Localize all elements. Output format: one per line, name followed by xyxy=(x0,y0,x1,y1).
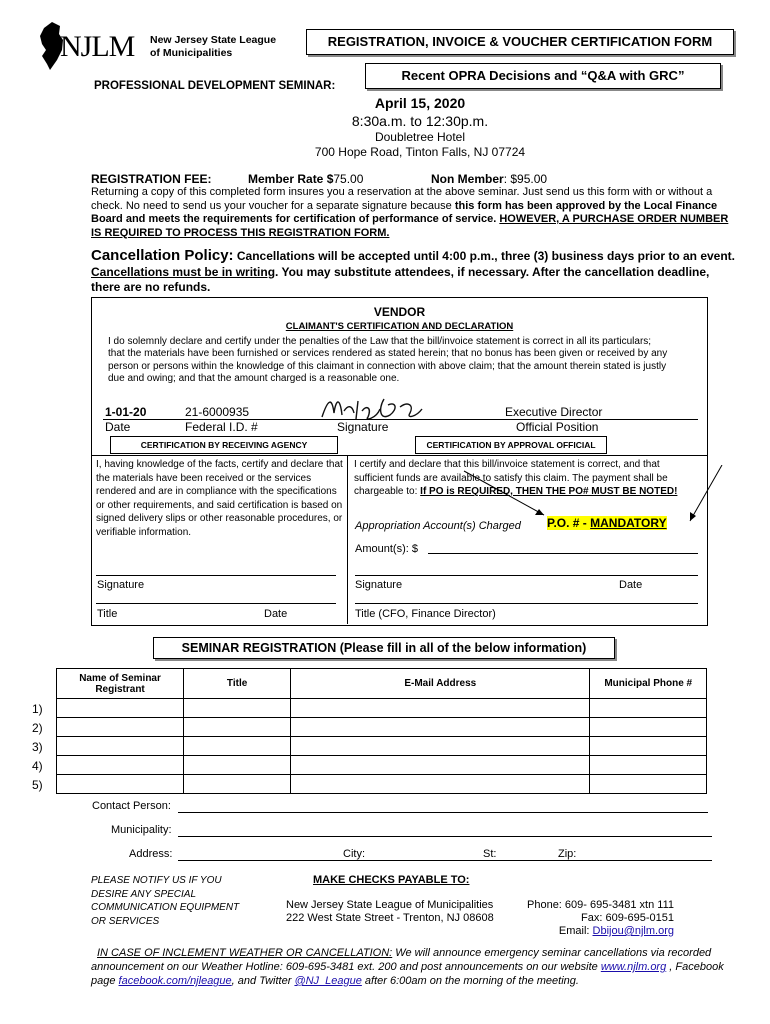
approval-title-label: Title (CFO, Finance Director) xyxy=(355,608,496,620)
registrant-name-cell[interactable] xyxy=(57,718,184,737)
vendor-fid-value: 21-6000935 xyxy=(185,405,250,419)
payee-address: 222 West State Street - Trenton, NJ 08608 xyxy=(286,912,494,924)
registrant-title-cell[interactable] xyxy=(184,699,291,718)
approval-official-header: CERTIFICATION BY APPROVAL OFFICIAL xyxy=(415,436,607,454)
member-rate: Member Rate $75.00 xyxy=(248,172,364,186)
municipality-label: Municipality: xyxy=(111,824,172,836)
event-date: April 15, 2020 xyxy=(374,95,466,111)
receiving-signature-field[interactable] xyxy=(96,575,336,576)
address-label: Address: xyxy=(129,848,173,860)
event-address: 700 Hope Road, Tinton Falls, NJ 07724 xyxy=(314,145,526,159)
cert-column-divider xyxy=(347,455,348,624)
registrant-name-cell[interactable] xyxy=(57,737,184,756)
registrant-title-cell[interactable] xyxy=(184,737,291,756)
vendor-signature-label: Signature xyxy=(337,420,389,434)
table-row xyxy=(57,737,707,756)
row-number: 5) xyxy=(32,778,43,792)
column-header-email: E-Mail Address xyxy=(291,669,590,699)
cancellation-heading: Cancellation Policy: xyxy=(91,247,234,264)
receiving-text: I, having knowledge of the facts, certify and declare that the materials have been received or the services rendered and are in compliance with the specifications or other requirements, and said certification is based on signed delivery slips or other reasonable procedures, or verifiable information. xyxy=(96,459,343,538)
row-number: 3) xyxy=(32,740,43,754)
cert-divider-line xyxy=(91,455,708,456)
receiving-agency-header: CERTIFICATION BY RECEIVING AGENCY xyxy=(110,436,338,454)
seminar-title: Recent OPRA Decisions and “Q&A with GRC” xyxy=(365,63,721,89)
registrant-name-cell[interactable] xyxy=(57,756,184,775)
row-number: 1) xyxy=(32,702,43,716)
state-label: St: xyxy=(483,848,497,860)
fax-number: Fax: 609-695-0151 xyxy=(581,912,674,924)
registrant-phone-cell[interactable] xyxy=(590,756,707,775)
amount-field[interactable] xyxy=(428,553,698,554)
registrant-title-cell[interactable] xyxy=(184,718,291,737)
table-row xyxy=(57,699,707,718)
vendor-fid-label: Federal I.D. # xyxy=(185,420,258,434)
contact-info xyxy=(500,899,674,938)
address-field[interactable] xyxy=(178,860,712,861)
column-header-phone: Municipal Phone # xyxy=(590,669,707,699)
po-note: If PO is REQUIRED, THEN THE PO# MUST BE NOTED! xyxy=(420,486,678,497)
registrant-email-cell[interactable] xyxy=(291,756,590,775)
approval-signature-field[interactable] xyxy=(355,575,698,576)
approval-title-field[interactable] xyxy=(355,603,698,604)
receiving-title-field[interactable] xyxy=(96,603,336,604)
receiving-date-label: Date xyxy=(264,608,288,620)
table-row xyxy=(57,756,707,775)
logo-text: NJLM xyxy=(60,30,135,63)
registrant-phone-cell[interactable] xyxy=(590,775,707,794)
amount-label: Amount(s): $ xyxy=(355,543,418,555)
table-header-row xyxy=(57,669,707,699)
approval-date-label: Date xyxy=(619,579,643,591)
receiving-signature-label: Signature xyxy=(97,579,145,591)
twitter-link[interactable]: @NJ_League xyxy=(294,975,362,987)
registrant-name-cell[interactable] xyxy=(57,775,184,794)
vendor-subtitle: CLAIMANT'S CERTIFICATION AND DECLARATION xyxy=(285,321,514,332)
column-header-title: Title xyxy=(184,669,291,699)
email-line: Email: Dbijou@njlm.org xyxy=(558,925,674,937)
vendor-declaration: I do solemnly declare and certify under the penalties of the Law that the bill/invoice statement is correct in all its particulars; that the materials have been furnished or services rendered as stated herein; that no bonus has been given or received by any person or persons within the knowledge of this claimant in connection with above claim; that the amount therein stated is justly due and owing; and that the amount charged is a reasonable one. xyxy=(108,336,668,384)
org-line1: New Jersey State League xyxy=(150,34,277,46)
registrant-email-cell[interactable] xyxy=(291,699,590,718)
zip-label: Zip: xyxy=(558,848,577,860)
registrant-name-cell[interactable] xyxy=(57,699,184,718)
cancellation-policy: Cancellation Policy: Cancellations will be accepted until 4:00 p.m., three (3) business days prior to an event. Cancellations must be in writing. You may substitute attendees, if necessary. After the cancellation deadline, there are no refunds. xyxy=(91,247,736,294)
form-title: REGISTRATION, INVOICE & VOUCHER CERTIFICATION FORM xyxy=(306,29,734,55)
registrant-title-cell[interactable] xyxy=(184,756,291,775)
registrant-email-cell[interactable] xyxy=(291,737,590,756)
po-number-field[interactable]: P.O. # - MANDATORY xyxy=(547,516,667,530)
vendor-date-value: 1-01-20 xyxy=(105,405,147,419)
registrant-phone-cell[interactable] xyxy=(590,737,707,756)
special-needs-note: PLEASE NOTIFY US IF YOU DESIRE ANY SPECIAL COMMUNICATION EQUIPMENT OR SERVICES xyxy=(91,875,240,927)
table-row xyxy=(57,718,707,737)
event-details xyxy=(200,94,640,160)
row-number: 2) xyxy=(32,721,43,735)
contact-person-label: Contact Person: xyxy=(92,800,171,812)
checks-payable-label: MAKE CHECKS PAYABLE TO: xyxy=(313,874,470,886)
payee-block xyxy=(286,899,494,925)
registrant-table xyxy=(56,668,707,794)
appropriation-label: Appropriation Account(s) Charged xyxy=(355,520,521,532)
approval-signature-label: Signature xyxy=(355,579,403,591)
event-time: 8:30a.m. to 12:30p.m. xyxy=(351,113,489,129)
vendor-position-value: Executive Director xyxy=(505,405,603,419)
facebook-link[interactable]: facebook.com/njleague xyxy=(118,975,232,987)
vendor-title: VENDOR xyxy=(373,305,426,319)
row-numbers xyxy=(32,700,43,795)
website-link[interactable]: www.njlm.org xyxy=(600,961,667,973)
seminar-registration-title: SEMINAR REGISTRATION (Please fill in all of the below information) xyxy=(153,637,615,659)
weather-notice: IN CASE OF INCLEMENT WEATHER OR CANCELLATION: We will announce emergency seminar cancellations via recorded announcement on our Weather Hotline: 609-695-3481 ext. 200 and post announcements on our website www.njlm.org , Facebook page facebook.com/njleague, and Twitter @NJ_League after 6:00am on the morning of the meeting. xyxy=(91,947,724,987)
approval-text: I certify and declare that this bill/invoice statement is correct, and that sufficient funds are available to satisfy this claim. The payment shall be chargeable to: If PO is REQUIRED, THEN THE PO# MUST BE NOTED! xyxy=(354,459,678,497)
registrant-phone-cell[interactable] xyxy=(590,718,707,737)
njlm-logo xyxy=(38,20,148,72)
fee-label: REGISTRATION FEE: xyxy=(91,172,212,186)
event-venue: Doubletree Hotel xyxy=(374,130,466,144)
registrant-phone-cell[interactable] xyxy=(590,699,707,718)
registrant-email-cell[interactable] xyxy=(291,775,590,794)
org-name xyxy=(150,34,276,60)
phone-number: Phone: 609- 695-3481 xtn 111 xyxy=(527,899,674,911)
municipality-field[interactable] xyxy=(178,836,712,837)
receiving-title-label: Title xyxy=(97,608,118,620)
city-label: City: xyxy=(343,848,365,860)
intro-paragraph: Returning a copy of this completed form insures you a reservation at the above seminar. Just send us this form with or without a check. No need to send us your voucher for a separate signature because this form has been approved by the Local Finance Board and meets the requirements for certification of performance of service. HOWEVER, A PURCHASE ORDER NUMBER IS REQUIRED TO PROCESS THIS REGISTRATION FORM. xyxy=(91,186,729,239)
table-row xyxy=(57,775,707,794)
row-number: 4) xyxy=(32,759,43,773)
payee-name: New Jersey State League of Municipalities xyxy=(286,899,494,911)
registrant-title-cell[interactable] xyxy=(184,775,291,794)
seminar-label: PROFESSIONAL DEVELOPMENT SEMINAR: xyxy=(94,80,336,92)
registrant-email-cell[interactable] xyxy=(291,718,590,737)
vendor-date-label: Date xyxy=(105,420,131,434)
nonmember-rate: Non Member: $95.00 xyxy=(431,172,548,186)
org-line2: of Municipalities xyxy=(150,47,233,59)
contact-person-field[interactable] xyxy=(178,812,708,813)
email-link[interactable]: Dbijou@njlm.org xyxy=(592,925,674,937)
column-header-name: Name of Seminar Registrant xyxy=(57,669,184,699)
vendor-position-label: Official Position xyxy=(516,420,599,434)
